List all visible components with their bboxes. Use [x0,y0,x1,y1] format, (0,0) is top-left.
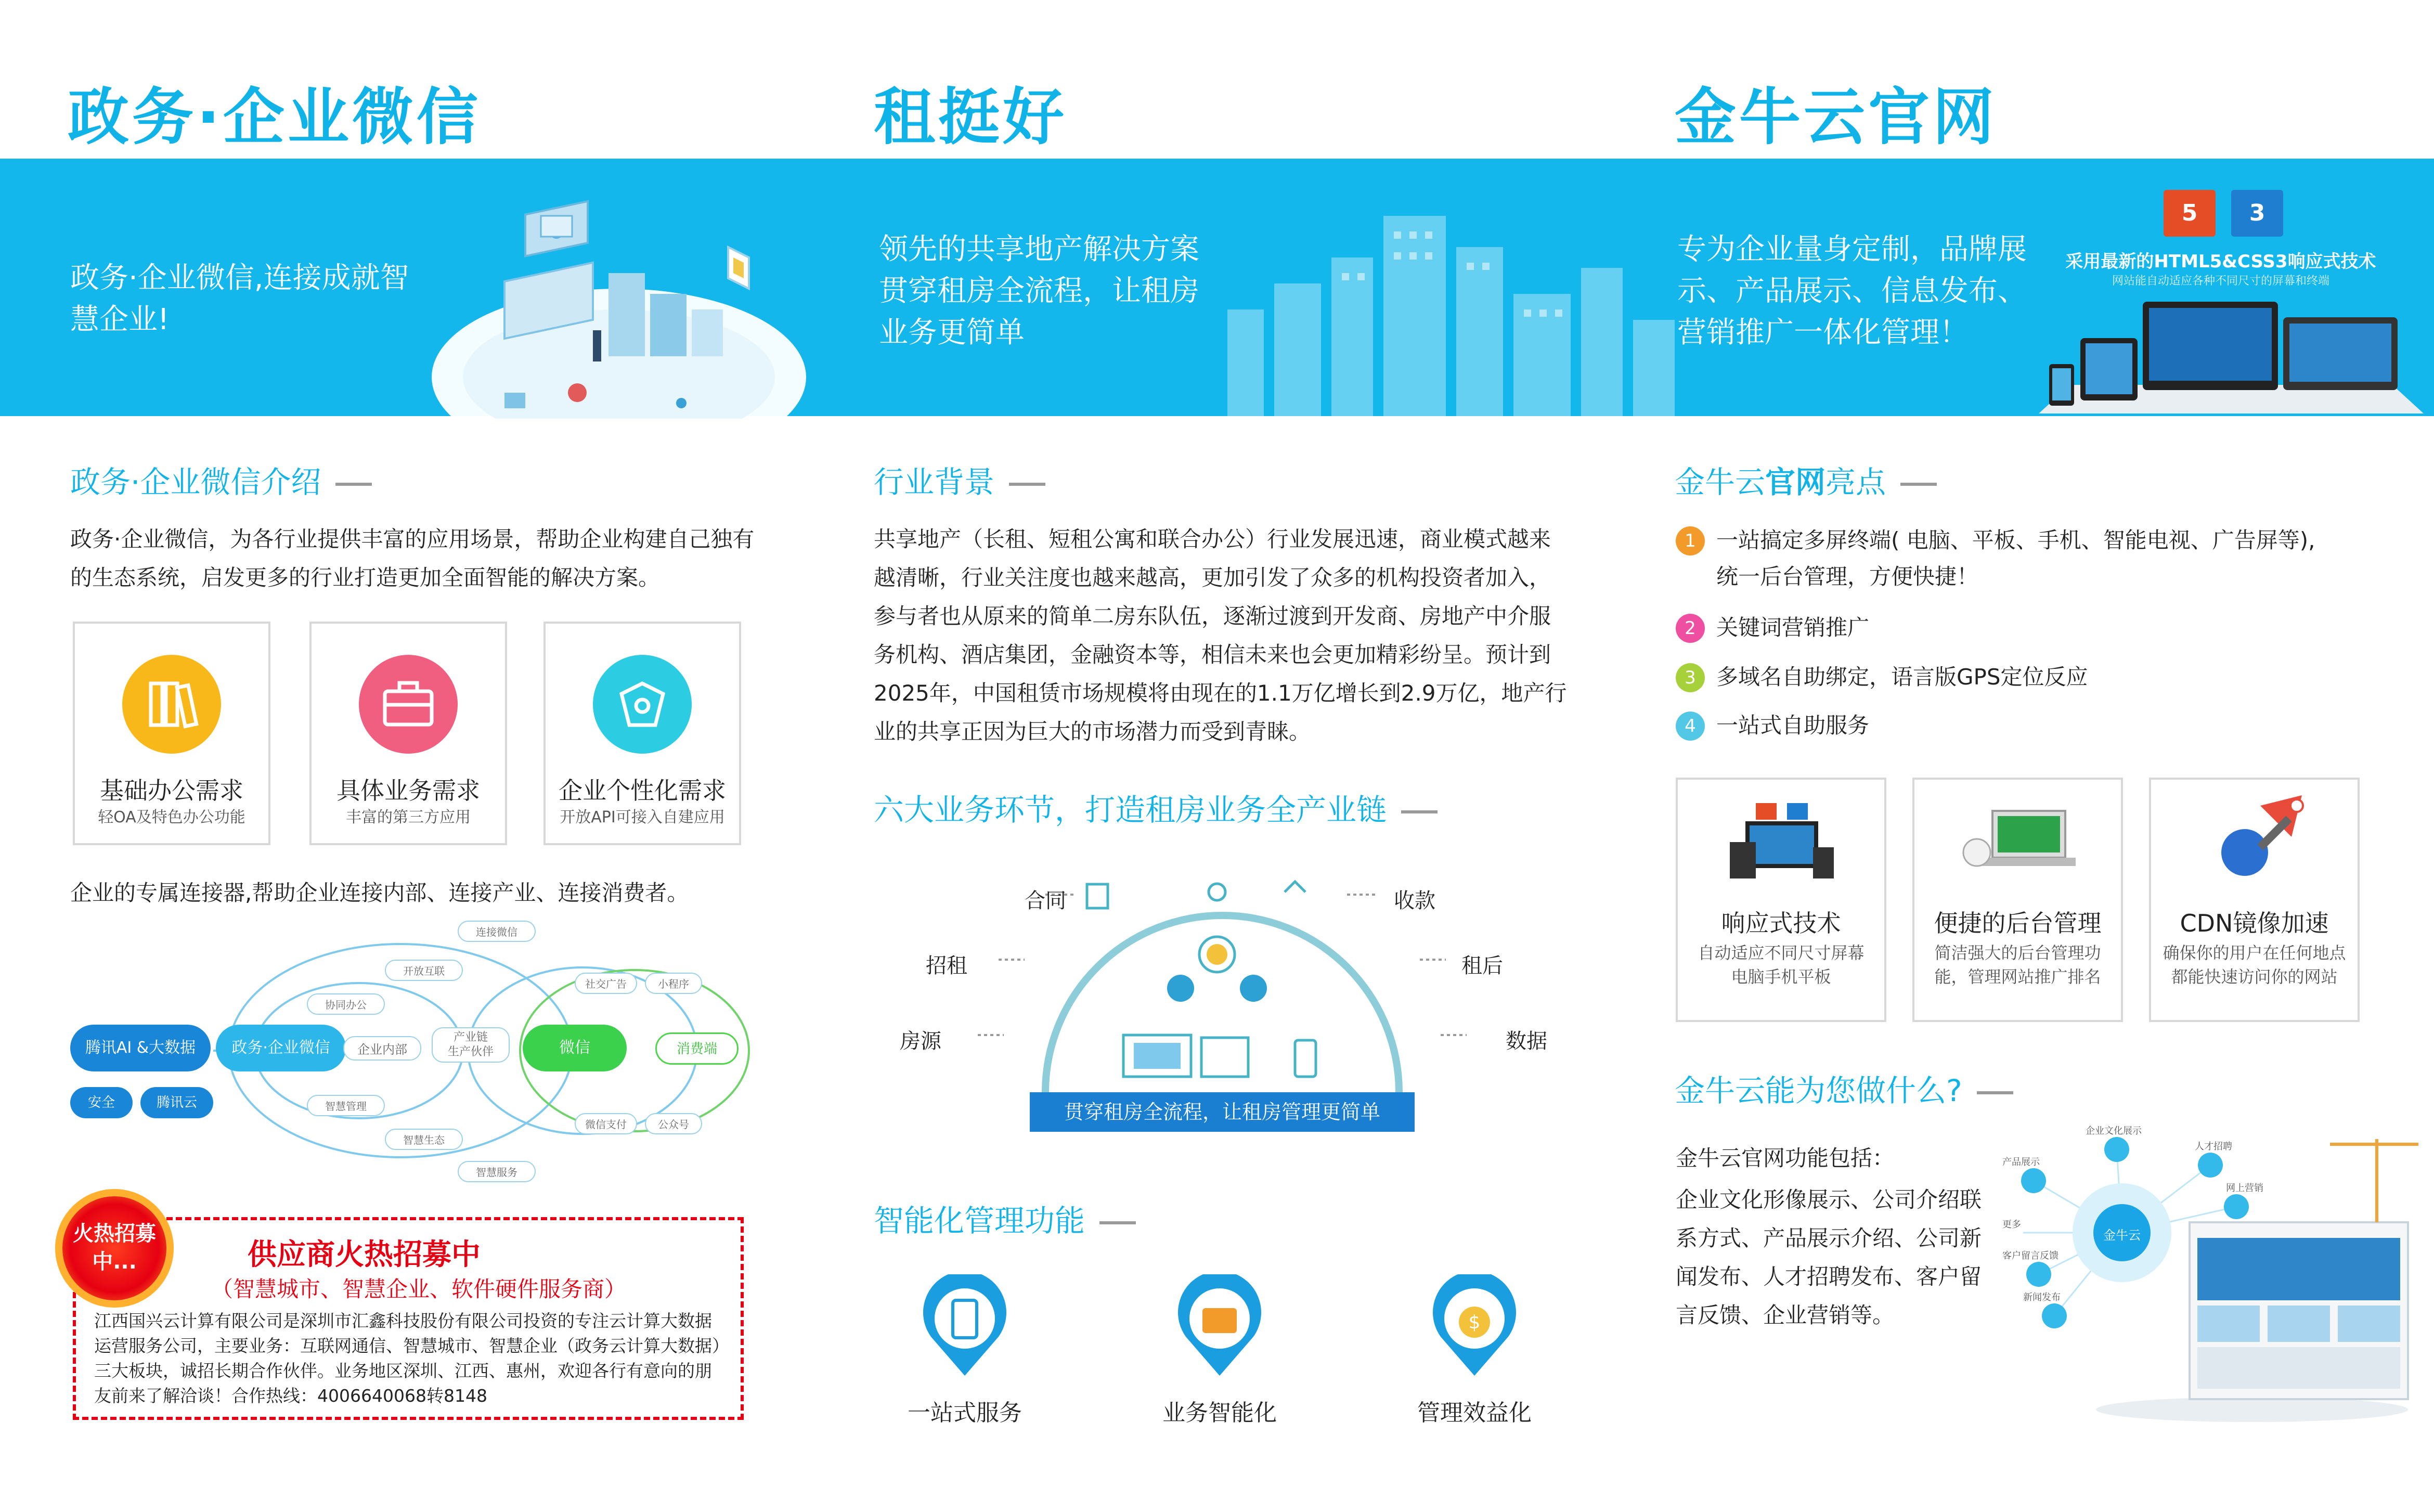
title-dash [1977,1091,2013,1094]
tencent-ai-node: 腾讯AI &大数据 [70,1025,211,1071]
svg-text:$: $ [1468,1312,1481,1333]
col1-title: 政务·企业微信 [68,81,481,153]
stage-contract: 合同 [1025,889,1066,913]
net-label: 网上营销 [2226,1183,2263,1194]
net-label: 客户留言反馈 [2002,1250,2058,1261]
card-name: 基础办公需求 [100,777,243,805]
feature-name: 响应式技术 [1721,909,1841,937]
stage-data: 数据 [1506,1029,1547,1053]
diagram-node: 开放互联 [385,960,463,981]
office-isometric-illustration [421,174,811,419]
title-dash [1099,1221,1136,1224]
six-stage-diagram [874,863,1571,1155]
card-sub: 丰富的第三方应用 [346,808,471,826]
col3-hl-title: 金牛云官网亮点 [1675,458,1937,501]
recruit-title: 供应商火热招募中 [248,1238,481,1272]
card-sub: 开放API可接入自建应用 [560,808,725,826]
highlight-num: 1 [1676,526,1705,555]
diagram-node: 社交广告 [575,973,637,994]
col1-banner-text: 政务·企业微信,连接成就智慧企业! [70,261,409,337]
net-label: 新闻发布 [2023,1292,2061,1303]
net-label: 产品展示 [2002,1157,2040,1168]
arc-banner: 贯穿租房全流程，让租房管理更简单 [1030,1092,1415,1132]
tencent-cloud-node: 腾讯云 [140,1087,213,1118]
diagram-node: 智慧服务 [458,1161,536,1182]
diagram-node: 小程序 [645,973,702,994]
briefcase-icon [359,655,458,754]
col2-bg-title: 行业背景 [874,458,1045,501]
devices-icon [1725,800,1839,884]
rocket-icon [2198,795,2312,884]
col1-intro-text: 政务·企业微信，为各行业提供丰富的应用场景，帮助企业构建自己独有的生态系统，启发更多的行业打造更加全面智能的解决方案。 [70,526,755,590]
diagram-node: 微信支付 [575,1113,637,1134]
feature-card-cdn [2149,778,2360,1022]
html5-logo-icon: 5 [2164,190,2216,237]
col3-title: 金牛云官网 [1675,81,1998,153]
col2-title: 租挺好 [874,81,1068,153]
feature-sub: 自动适应不同尺寸屏幕 电脑手机平板 [1698,943,1865,987]
recruit-box [73,1217,744,1420]
highlight-num: 4 [1676,712,1705,741]
feature-sub: 确保你的用户在任何地点 都能快速访问你的网站 [2163,943,2346,987]
stage-payment: 收款 [1394,889,1435,913]
network-graphic [1992,1118,2424,1425]
smart-item-label: 一站式服务 [908,1400,1022,1426]
diagram-node: 智慧管理 [307,1095,385,1116]
col3-banner-text: 专为企业量身定制，品牌展 示、产品展示、信息发布、 营销推广一体化管理！ [1677,232,2027,350]
highlight-num: 3 [1676,663,1705,692]
diagram-node: 连接微信 [458,921,536,942]
consumer-node: 消费端 [655,1032,739,1065]
feature-card-responsive [1676,778,1886,1022]
card-basic-office [73,622,270,845]
gov-wechat-node: 政务·企业微信 [216,1025,346,1071]
smart-item-label: 管理效益化 [1417,1400,1532,1426]
efficiency-icon [1430,1274,1519,1378]
col2-banner-text: 领先的共享地产解决方案 贯穿租房全流程，让租房 业务更简单 [879,232,1199,350]
card-sub: 轻OA及特色办公功能 [98,808,245,826]
card-name: 具体业务需求 [336,777,480,805]
feature-name: 便捷的后台管理 [1934,909,2102,937]
card-business [309,622,507,845]
col2-bg-text: 共享地产（长租、短租公寓和联合办公）行业发展迅速，商业模式越来越清晰，行业关注度也越来越高，更加引发了众多的机构投资者加入，参与者也从原来的简单二房东队伍，逐渐过渡到开发商、房地产中介服务机构、酒店集团，金融资本等，相信未来也会更加精彩纷呈。预计到2025年，中国租赁市场规模将由现在的1.1万亿增长到2.9万亿，地产行业的共享正因为巨大的市场潜力而受到青睐。 [874,526,1567,744]
city-skyline-illustration [1196,205,1680,416]
col1-intro-title: 政务·企业微信介绍 [70,458,372,501]
highlight-text: 关键词营销推广 [1716,615,1870,640]
smart-item-label: 业务智能化 [1162,1400,1277,1426]
recruit-subtitle: （智慧城市、智慧企业、软件硬件服务商） [211,1276,627,1302]
highlight-num: 2 [1676,614,1705,643]
title-dash [1401,810,1438,813]
col3-what-lead: 金牛云官网功能包括： [1676,1145,1895,1171]
highlight-text: 一站式自助服务 [1716,713,1870,738]
highlight-text: 一站搞定多屏终端( 电脑、平板、手机、智能电视、广告屏等), [1716,527,2315,553]
title-dash [1009,483,1045,486]
title-dash [335,483,372,486]
net-label: 企业文化展示 [2086,1126,2142,1136]
css3-logo-icon: 3 [2231,190,2283,237]
card-name: 企业个性化需求 [559,777,726,805]
col3-what-text: 企业文化形像展示、公司介绍联系方式、产品展示介绍、公司新闻发布、人才招聘发布、客户留言反馈、企业营销等。 [1676,1187,1982,1328]
network-illustration [1992,1118,2424,1425]
highlight-text2: 统一后台管理，方便快捷！ [1716,564,1979,589]
one-stop-icon [921,1274,1009,1378]
diagram-node: 公众号 [645,1113,702,1134]
safety-node: 安全 [70,1087,133,1118]
stage-housing: 房源 [900,1029,941,1053]
col1-connector-text: 企业的专属连接器,帮助企业连接内部、连接产业、连接消费者。 [70,880,689,906]
business-smart-icon [1175,1274,1264,1378]
top-banner [0,159,2434,416]
net-label: 更多 [2002,1219,2021,1230]
col3-what-title: 金牛云能为您做什么? [1675,1066,2013,1110]
diagram-node: 协同办公 [307,993,385,1015]
puzzle-icon [593,655,692,754]
feature-card-admin [1912,778,2123,1022]
tech-line: 采用最新的HTML5&CSS3响应式技术 [2065,251,2376,272]
industry-node: 产业链 生产伙伴 [432,1027,510,1063]
laptop-icon [1956,800,2081,884]
hot-badge: 火热招募中... [62,1196,166,1300]
net-label: 人才招聘 [2195,1141,2232,1152]
feature-sub: 简洁强大的后台管理功 能，管理网站推广排名 [1934,943,2101,987]
feature-name: CDN镜像加速 [2180,909,2329,937]
tech-sub: 网站能自动适应各种不同尺寸的屏幕和终端 [2112,275,2329,288]
col2-smart-title: 智能化管理功能 [874,1196,1136,1240]
stage-leasing: 招租 [926,954,967,978]
internal-node: 企业内部 [343,1036,421,1061]
title-dash [1900,483,1937,486]
connector-diagram [68,921,775,1186]
col2-six-title: 六大业务环节，打造租房业务全产业链 [874,785,1438,829]
multi-device-illustration [2028,291,2434,416]
diagram-node: 智慧生态 [385,1129,463,1150]
wechat-node: 微信 [523,1025,627,1071]
recruit-body: 江西国兴云计算有限公司是深圳市汇鑫科技股份有限公司投资的专注云计算大数据运营服务公司，主要业务：互联网通信、智慧城市、智慧企业（政务云计算大数据）三大板块，诚招长期合作伙伴。业务地区深圳、江西、惠州，欢迎各行有意向的朋友前来了解洽谈！合作热线：4006640068转8148 [94,1311,721,1406]
stage-after-lease: 租后 [1461,954,1503,978]
card-custom [543,622,741,845]
files-icon [122,655,221,754]
highlight-text: 多域名自助绑定，语言版GPS定位反应 [1716,664,2088,690]
net-center-label: 金牛云 [2103,1228,2141,1243]
